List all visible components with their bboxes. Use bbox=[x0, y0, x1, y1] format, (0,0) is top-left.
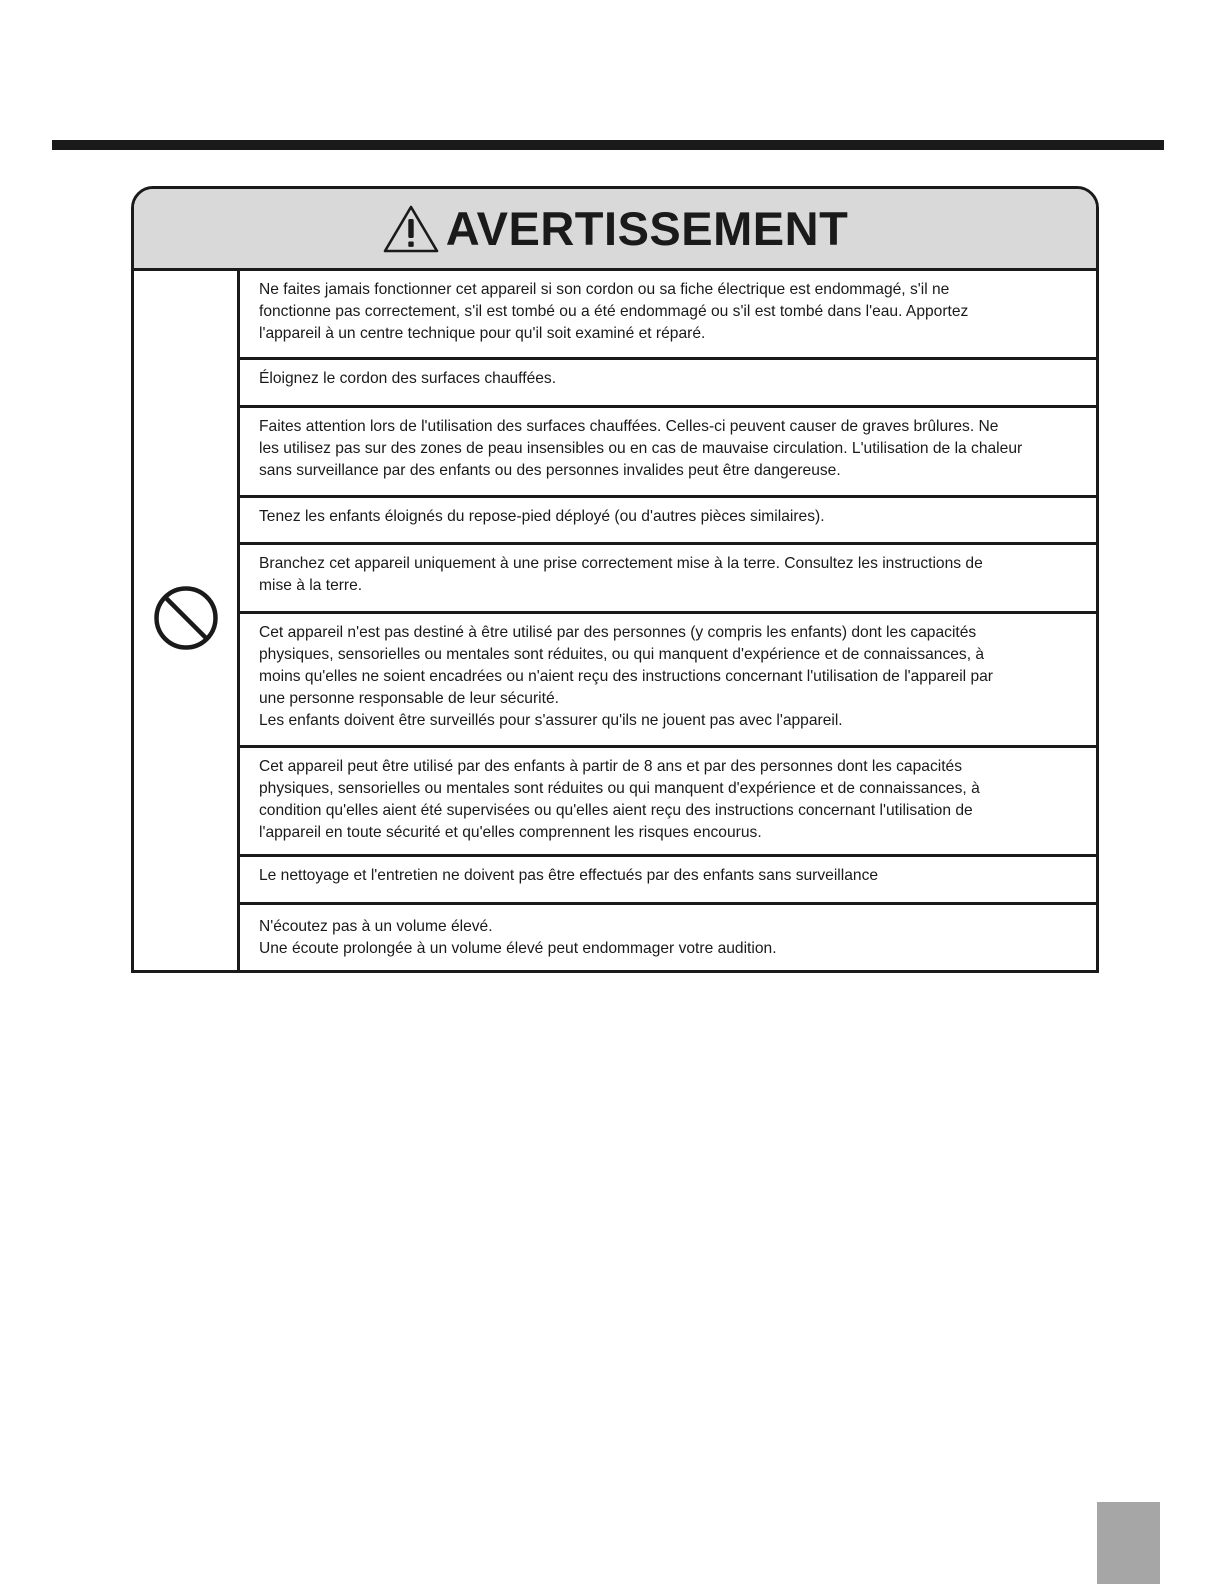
warning-item-grounding: Branchez cet appareil uniquement à une prise correctement mise à la terre. Consultez les instructions de mise à la terre. bbox=[240, 545, 1096, 614]
warning-item-cleaning: Le nettoyage et l'entretien ne doivent pas être effectués par des enfants sans surveillance bbox=[240, 857, 1096, 905]
page-tab bbox=[1097, 1502, 1160, 1584]
warning-item-damaged-cord: Ne faites jamais fonctionner cet appareil si son cordon ou sa fiche électrique est endommagé, s'il ne fonctionne pas correctement, s'il est tombé ou a été endommagé ou s'il est tombé dans l'eau. Apportez l'appareil à un centre technique pour qu'il soit examiné et réparé. bbox=[240, 271, 1096, 360]
warning-title: AVERTISSEMENT bbox=[445, 202, 849, 255]
warning-header bbox=[134, 189, 1096, 271]
warning-list bbox=[240, 271, 1096, 970]
warning-body bbox=[134, 271, 1096, 970]
top-rule bbox=[52, 140, 1164, 150]
warning-item-footrest: Tenez les enfants éloignés du repose-pied déployé (ou d'autres pièces similaires). bbox=[240, 498, 1096, 545]
prohibition-icon bbox=[153, 585, 219, 656]
warning-item-reduced-capacities: Cet appareil n'est pas destiné à être utilisé par des personnes (y compris les enfants) dont les capacités physiques, sensorielles ou mentales sont réduites, ou qui manquent d'expérience et de connaissances, à moins qu'elles ne soient encadrées ou n'aient reçu des instructions concernant l'utilisation de l'appareil par une personne responsable de leur sécurité. Les enfants doivent être surveillés pour s'assurer qu'ils ne jouent pas avec l'appareil. bbox=[240, 614, 1096, 748]
warning-item-volume: N'écoutez pas à un volume élevé. Une écoute prolongée à un volume élevé peut endommager votre audition. bbox=[259, 918, 777, 957]
warning-box bbox=[131, 186, 1099, 973]
warning-item-cord-heat: Éloignez le cordon des surfaces chauffées. bbox=[240, 360, 1096, 408]
warning-triangle-icon bbox=[382, 204, 446, 254]
warning-item-heated-surfaces: Faites attention lors de l'utilisation des surfaces chauffées. Celles-ci peuvent causer de graves brûlures. Ne les utilisez pas sur des zones de peau insensibles ou en cas de mauvaise circulation. L'utilisation de la chaleur sans surveillance par des enfants ou des personnes invalides peut être dangereuse. bbox=[240, 408, 1096, 498]
warning-item-children-8-years: Cet appareil peut être utilisé par des enfants à partir de 8 ans et par des personnes dont les capacités physiques, sensorielles ou mentales sont réduites ou qui manquent d'expérience et de connaissances, à condition qu'elles aient été supervisées ou qu'elles aient reçu des instructions concernant l'utilisation de l'appareil en toute sécurité et qu'elles comprennent les risques encourus. bbox=[240, 748, 1096, 857]
icon-column bbox=[134, 271, 240, 970]
